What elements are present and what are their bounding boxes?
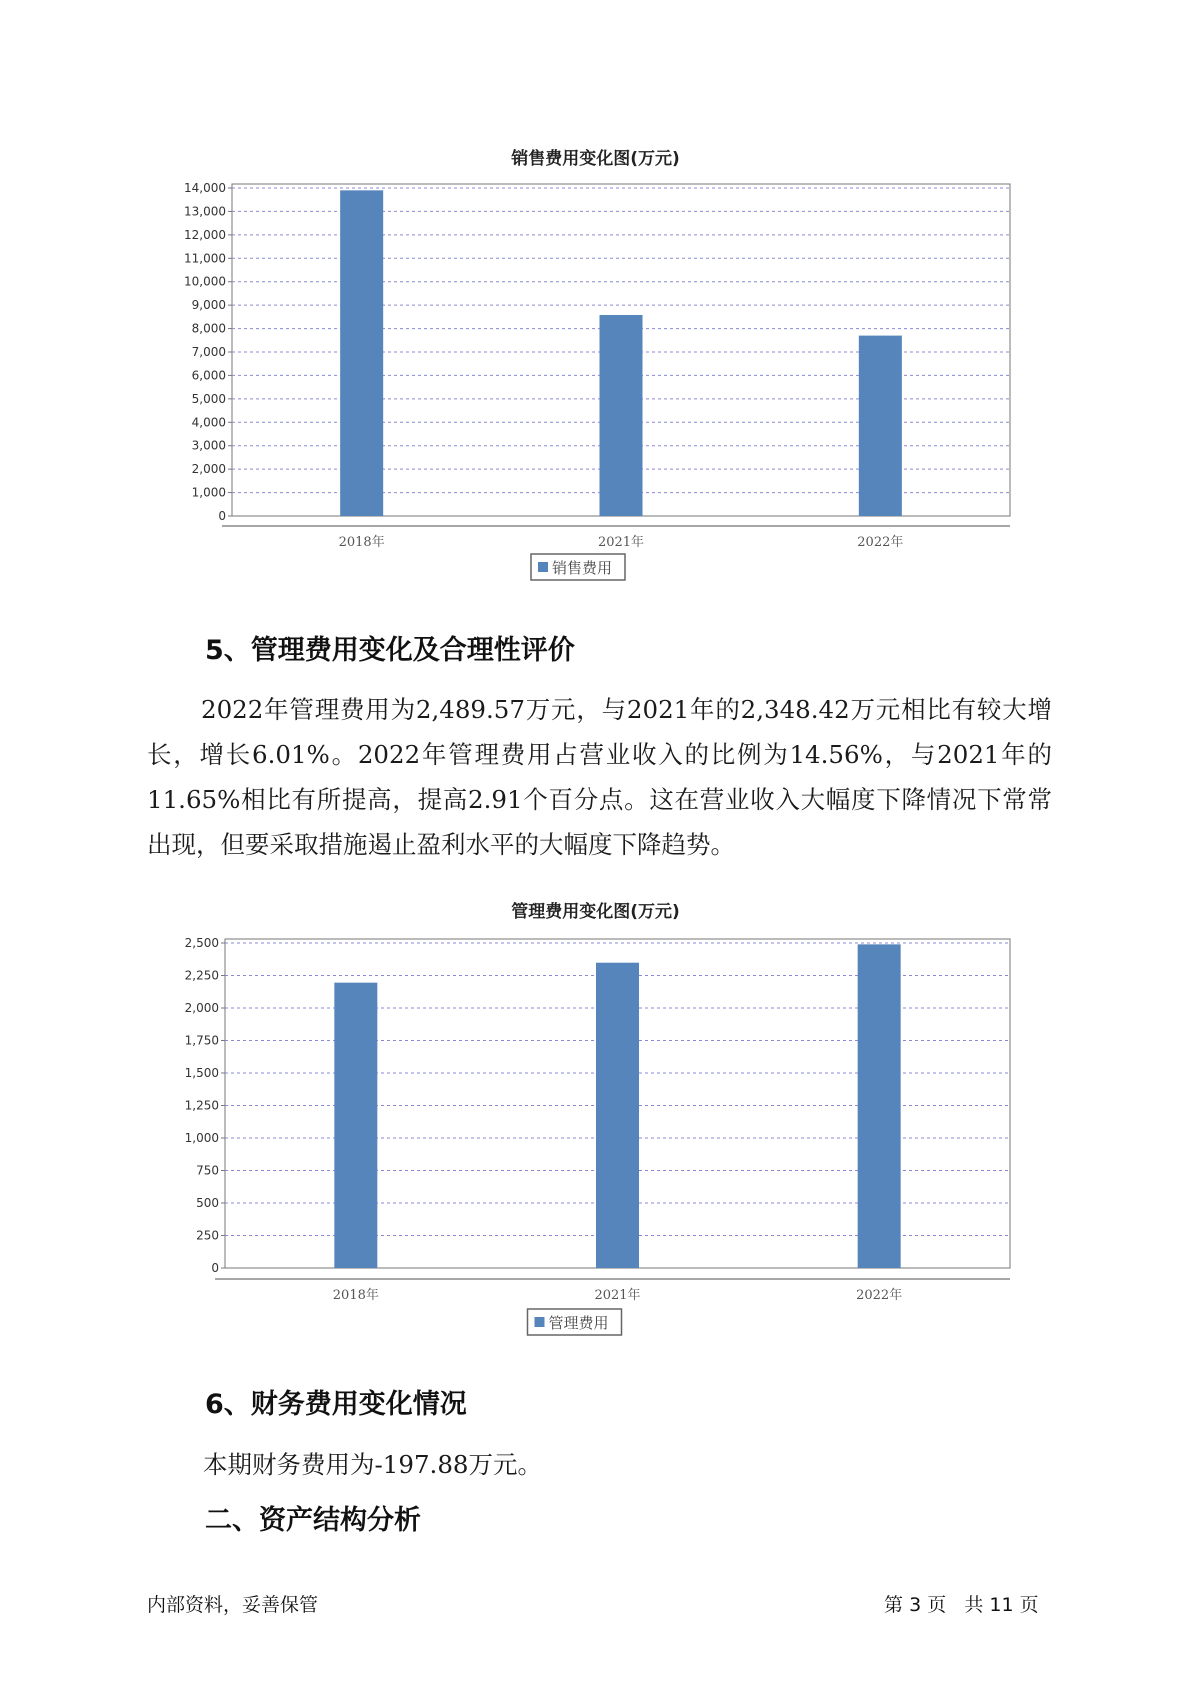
total-unit: 页 bbox=[1019, 1594, 1039, 1616]
section5-paragraph: 2022年管理费用为2,489.57万元，与2021年的2,348.42万元相比有较大增长，增长6.01%。2022年管理费用占营业收入的比例为14.56%，与2021年的11.65%相比有所提高，提高2.91个百分点。这在营业收入大幅度下降情况下常常出现，但要采取措施遏止盈利水平的大幅度下降趋势。 bbox=[147, 695, 1052, 859]
total-label: 共 bbox=[964, 1594, 984, 1616]
y-tick-label: 3,000 bbox=[191, 438, 226, 453]
y-tick-label: 4,000 bbox=[191, 415, 226, 430]
y-tick-label: 1,500 bbox=[184, 1066, 219, 1080]
legend-label: 销售费用 bbox=[552, 559, 613, 577]
y-tick-label: 2,000 bbox=[191, 462, 226, 477]
y-tick-label: 11,000 bbox=[184, 251, 226, 266]
y-tick-label: 12,000 bbox=[184, 227, 226, 242]
page-number: 3 bbox=[909, 1594, 922, 1616]
total-pages: 11 bbox=[989, 1594, 1014, 1616]
bar bbox=[334, 983, 377, 1268]
y-tick-label: 1,750 bbox=[184, 1033, 219, 1048]
y-tick-label: 1,250 bbox=[184, 1098, 219, 1113]
y-tick-label: 250 bbox=[196, 1228, 219, 1243]
y-tick-label: 6,000 bbox=[191, 368, 226, 383]
section6-heading: 6、财务费用变化情况 bbox=[205, 1389, 467, 1420]
y-tick-label: 14,000 bbox=[184, 181, 226, 195]
y-tick-label: 2,250 bbox=[184, 968, 219, 983]
y-tick-label: 1,000 bbox=[184, 1131, 219, 1145]
x-tick-label: 2018年 bbox=[338, 535, 385, 550]
y-tick-label: 5,000 bbox=[191, 391, 226, 406]
x-tick-label: 2022年 bbox=[856, 1288, 903, 1303]
y-tick-label: 0 bbox=[211, 1261, 219, 1275]
part2-heading: 二、资产结构分析 bbox=[205, 1505, 421, 1536]
page-indicator bbox=[884, 1590, 1039, 1617]
footer-note: 内部资料，妥善保管 bbox=[147, 1594, 319, 1616]
section5-heading: 5、管理费用变化及合理性评价 bbox=[205, 635, 575, 666]
y-tick-label: 1,000 bbox=[191, 485, 226, 500]
admin-chart-title: 管理费用变化图(万元) bbox=[511, 902, 680, 922]
y-tick-label: 0 bbox=[218, 509, 226, 523]
legend-swatch bbox=[535, 1317, 545, 1327]
x-tick-label: 2022年 bbox=[857, 535, 904, 550]
y-tick-label: 8,000 bbox=[191, 321, 226, 336]
x-tick-label: 2018年 bbox=[332, 1288, 379, 1303]
y-tick-label: 750 bbox=[196, 1163, 219, 1178]
y-tick-label: 13,000 bbox=[184, 204, 226, 219]
sales-chart-title: 销售费用变化图(万元) bbox=[511, 149, 680, 169]
y-tick-label: 9,000 bbox=[191, 298, 226, 313]
bar bbox=[858, 944, 901, 1268]
legend-label: 管理费用 bbox=[548, 1314, 609, 1332]
x-tick-label: 2021年 bbox=[597, 535, 645, 550]
bar bbox=[596, 963, 639, 1268]
y-tick-label: 2,500 bbox=[184, 936, 219, 950]
section6-text: 本期财务费用为-197.88万元。 bbox=[203, 1450, 543, 1479]
page-unit: 页 bbox=[927, 1594, 947, 1616]
page-label: 第 bbox=[884, 1594, 904, 1616]
y-tick-label: 10,000 bbox=[184, 274, 226, 289]
x-tick-label: 2021年 bbox=[594, 1288, 641, 1303]
y-tick-label: 500 bbox=[196, 1196, 219, 1210]
y-tick-label: 2,000 bbox=[184, 1001, 219, 1015]
y-tick-label: 7,000 bbox=[191, 345, 226, 359]
